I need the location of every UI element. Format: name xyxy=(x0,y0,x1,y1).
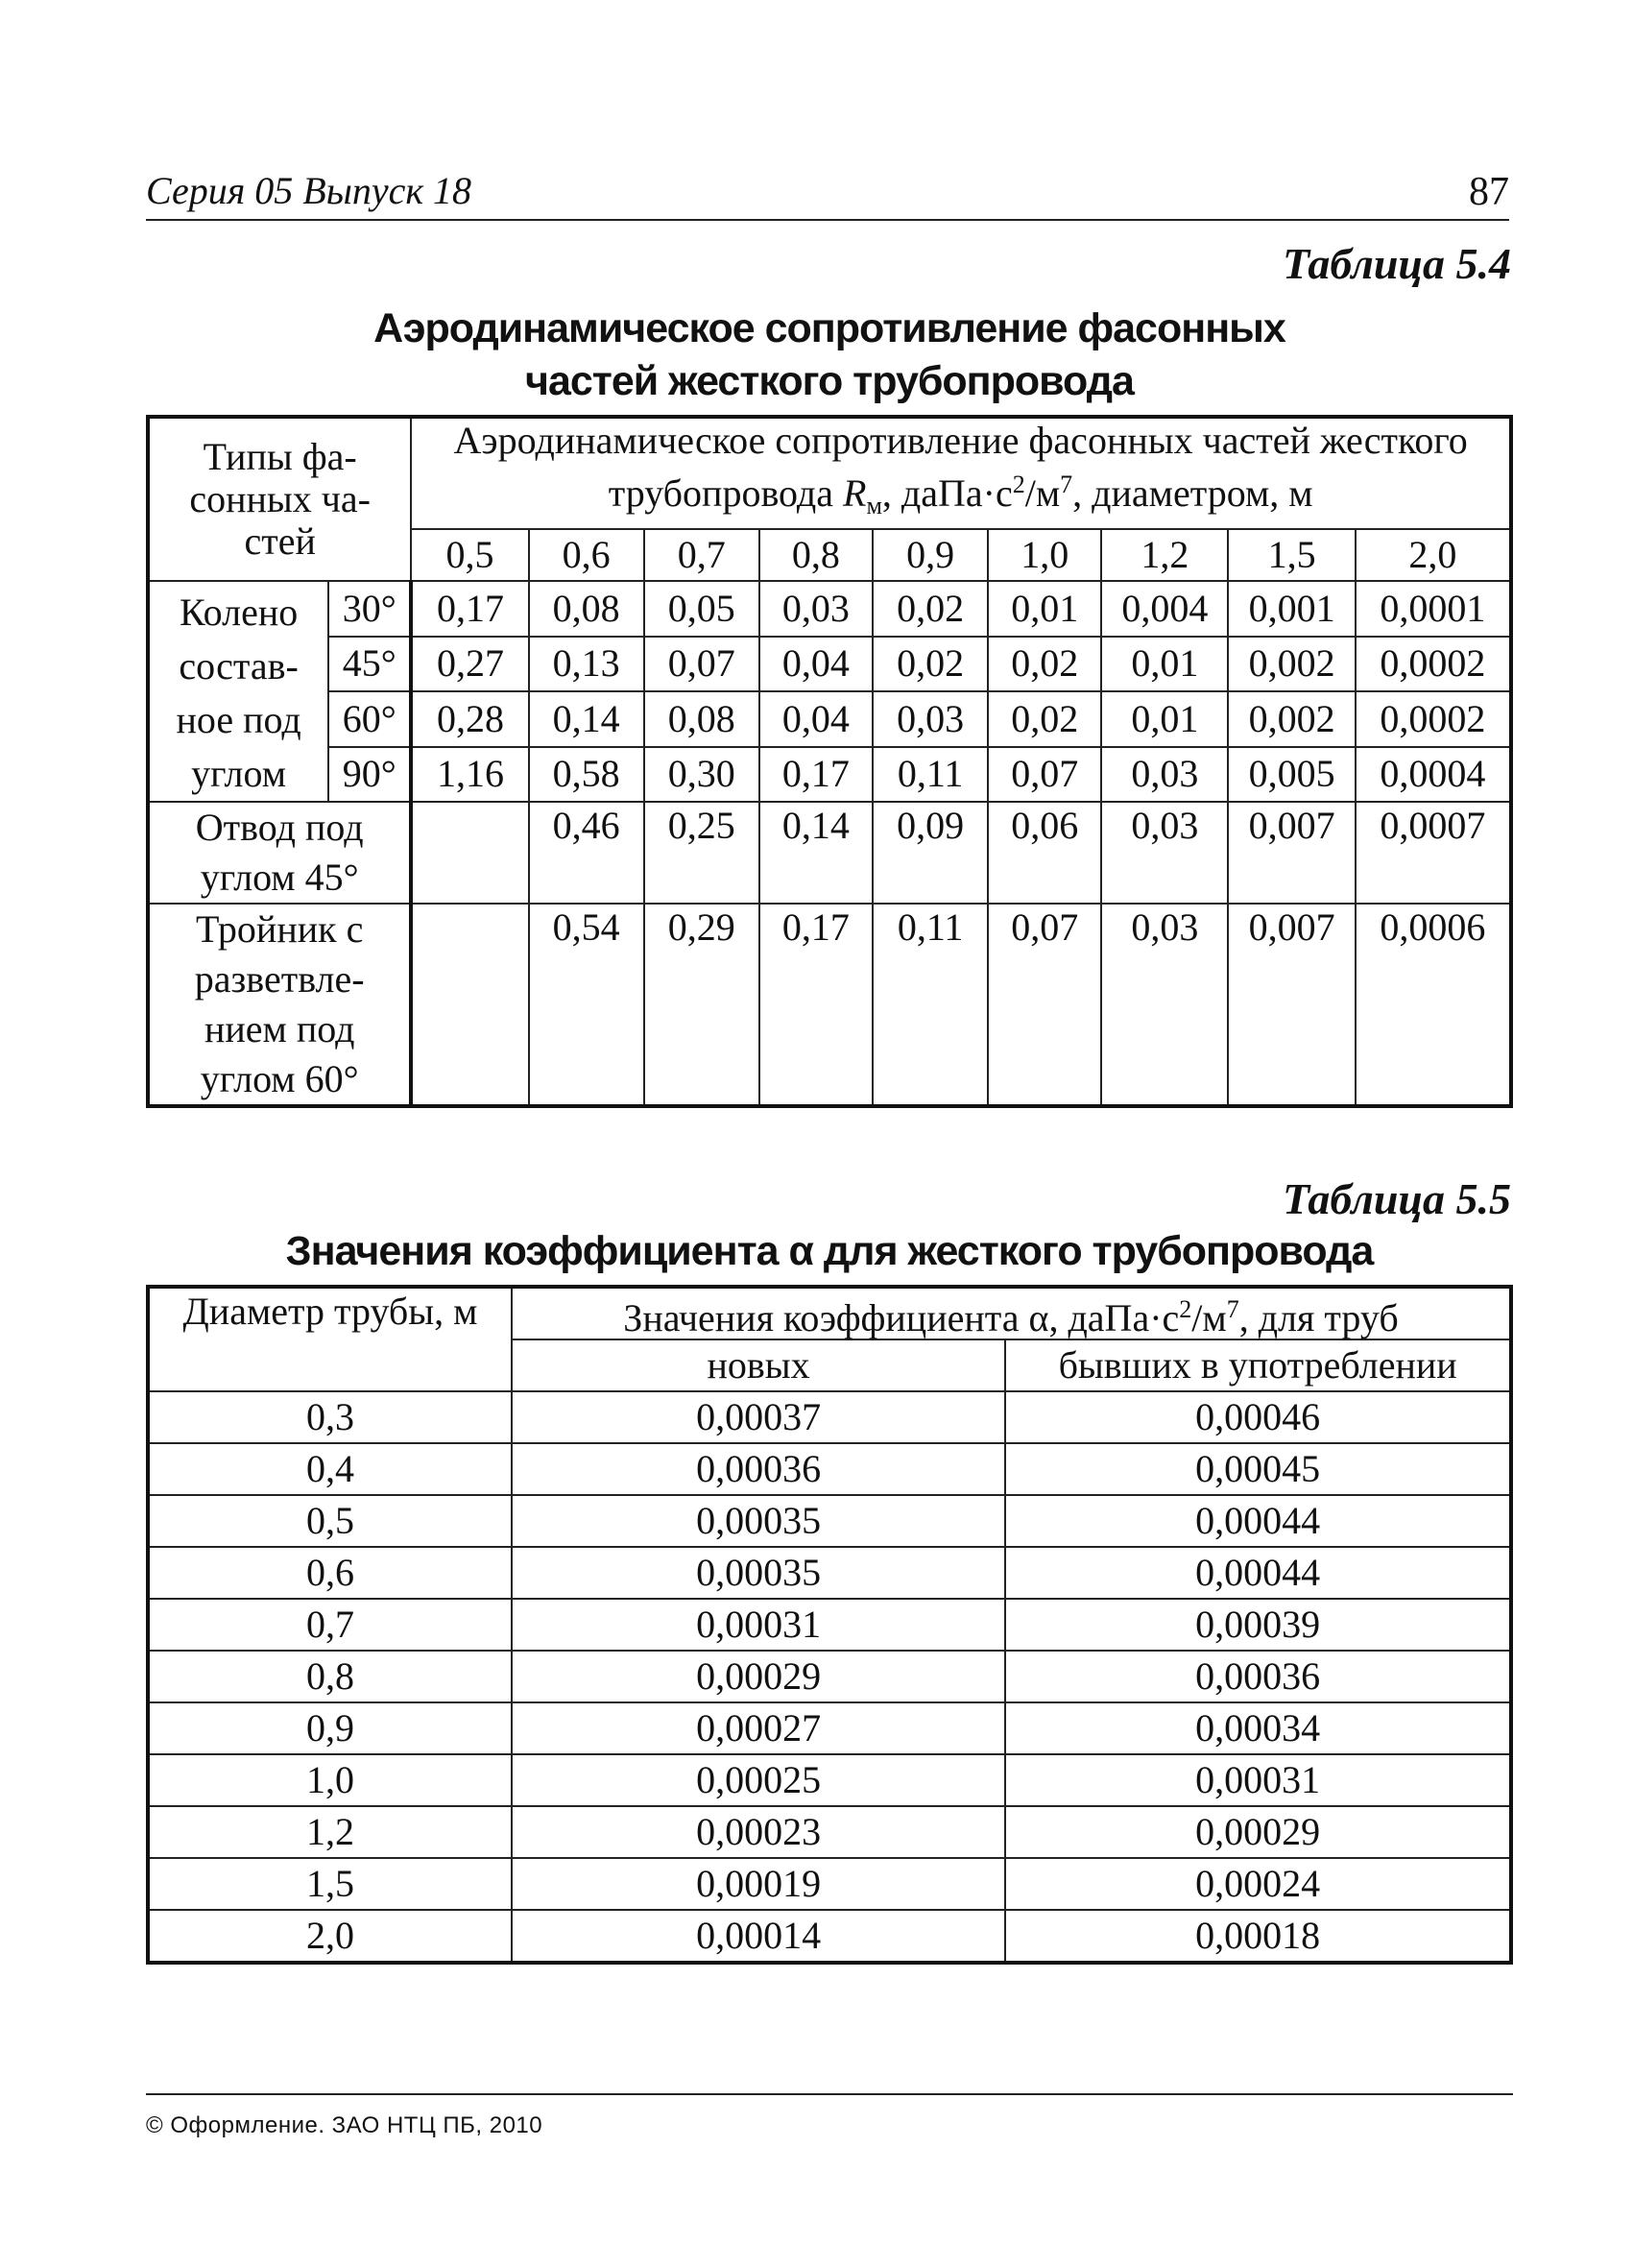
used-value-cell: 0,00044 xyxy=(1005,1495,1511,1547)
table-row xyxy=(148,1547,1511,1599)
value-cell: 0,03 xyxy=(1101,904,1228,1106)
value-cell: 0,46 xyxy=(529,802,644,904)
diameter-cell: 0,3 xyxy=(148,1391,512,1443)
value-cell: 0,11 xyxy=(873,904,988,1106)
resistance-header-text-d: , диаметром, м xyxy=(1072,471,1313,515)
used-value-cell: 0,00034 xyxy=(1005,1702,1511,1754)
diameter-cell: 0,4 xyxy=(148,1443,512,1495)
value-cell: 0,0001 xyxy=(1356,581,1511,637)
table-row xyxy=(148,1651,1511,1702)
value-cell: 0,29 xyxy=(644,904,759,1106)
table-row xyxy=(148,1495,1511,1547)
table-row xyxy=(148,1391,1511,1443)
coefficient-header-sup2: 7 xyxy=(1226,1294,1239,1323)
resistance-header-text-a: Аэродинамическое сопротивление фасонных частей жесткого трубопровода xyxy=(453,419,1468,515)
coefficient-header-text-b: /м xyxy=(1191,1295,1227,1339)
value-cell: 0,03 xyxy=(1101,802,1228,904)
page-number: 87 xyxy=(1469,170,1509,214)
diameter-header: 1,2 xyxy=(1101,529,1228,581)
value-cell: 0,02 xyxy=(988,637,1101,692)
diameter-cell: 1,5 xyxy=(148,1858,512,1910)
new-value-cell: 0,00014 xyxy=(512,1910,1005,1963)
table-row xyxy=(148,1599,1511,1651)
diameter-header: 0,8 xyxy=(759,529,873,581)
diameter-header: 2,0 xyxy=(1356,529,1511,581)
used-value-cell: 0,00036 xyxy=(1005,1651,1511,1702)
value-cell: 0,0007 xyxy=(1356,802,1511,904)
value-cell: 0,03 xyxy=(873,691,988,747)
used-value-cell: 0,00018 xyxy=(1005,1910,1511,1963)
diameter-cell: 0,9 xyxy=(148,1702,512,1754)
value-cell: 0,30 xyxy=(644,747,759,803)
value-cell: 0,17 xyxy=(759,747,873,803)
value-cell: 0,0002 xyxy=(1356,691,1511,747)
table-5-5-title: Значения коэффициента α для жесткого трубопровода xyxy=(285,1228,1374,1274)
table-5-4-title-line1: Аэродинамическое сопротивление фасонных xyxy=(373,305,1285,351)
value-cell: 0,03 xyxy=(1101,747,1228,803)
coefficient-header xyxy=(512,1287,1511,1339)
value-cell xyxy=(411,904,528,1106)
value-cell: 0,0002 xyxy=(1356,637,1511,692)
fitting-type-header: Типы фа-сонных ча-стей xyxy=(148,417,411,581)
diameter-header: 0,6 xyxy=(529,529,644,581)
value-cell: 0,11 xyxy=(873,747,988,803)
value-cell: 0,28 xyxy=(411,691,528,747)
value-cell: 0,04 xyxy=(759,691,873,747)
value-cell: 0,04 xyxy=(759,637,873,692)
new-value-cell: 0,00023 xyxy=(512,1806,1005,1858)
table-row xyxy=(148,747,1511,803)
table-5-4-title-line2: частей жесткого трубопровода xyxy=(525,358,1134,404)
table-5-4-caption: Таблица 5.4 xyxy=(1282,239,1511,288)
diameter-cell: 0,6 xyxy=(148,1547,512,1599)
value-cell: 0,13 xyxy=(529,637,644,692)
otvod-label: Отвод под углом 45° xyxy=(148,802,411,904)
new-value-cell: 0,00035 xyxy=(512,1495,1005,1547)
value-cell: 0,14 xyxy=(529,691,644,747)
value-cell: 0,07 xyxy=(644,637,759,692)
diameter-header: 1,0 xyxy=(988,529,1101,581)
resistance-header-sup1: 2 xyxy=(1012,470,1025,498)
value-cell: 0,03 xyxy=(759,581,873,637)
used-pipes-header: бывших в употреблении xyxy=(1005,1339,1511,1391)
value-cell: 0,01 xyxy=(988,581,1101,637)
diameter-header: 0,9 xyxy=(873,529,988,581)
value-cell: 0,007 xyxy=(1228,802,1355,904)
value-cell: 0,007 xyxy=(1228,904,1355,1106)
table-row xyxy=(148,691,1511,747)
resistance-header-sub: м xyxy=(866,492,882,519)
diameter-cell: 0,8 xyxy=(148,1651,512,1702)
new-value-cell: 0,00029 xyxy=(512,1651,1005,1702)
value-cell: 0,005 xyxy=(1228,747,1355,803)
table-row xyxy=(148,637,1511,692)
value-cell: 0,002 xyxy=(1228,691,1355,747)
resistance-header-r: R xyxy=(843,471,867,515)
coefficient-header-text-a: Значения коэффициента α, даПа·с xyxy=(623,1295,1180,1339)
new-pipes-header: новых xyxy=(512,1339,1005,1391)
new-value-cell: 0,00027 xyxy=(512,1702,1005,1754)
diameter-header: 0,7 xyxy=(644,529,759,581)
table-row xyxy=(148,904,1511,1106)
koleno-label: Колено состав-ное под углом xyxy=(148,581,328,802)
value-cell: 1,16 xyxy=(411,747,528,803)
new-value-cell: 0,00035 xyxy=(512,1547,1005,1599)
used-value-cell: 0,00031 xyxy=(1005,1754,1511,1806)
table-row xyxy=(148,1702,1511,1754)
new-value-cell: 0,00031 xyxy=(512,1599,1005,1651)
diameter-header: 1,5 xyxy=(1228,529,1355,581)
page-header xyxy=(146,171,1509,221)
value-cell: 0,17 xyxy=(411,581,528,637)
diameter-cell: 1,0 xyxy=(148,1754,512,1806)
value-cell: 0,07 xyxy=(988,747,1101,803)
coefficient-header-text-c: , для труб xyxy=(1238,1295,1399,1339)
value-cell: 0,02 xyxy=(988,691,1101,747)
value-cell: 0,004 xyxy=(1101,581,1228,637)
value-cell xyxy=(411,802,528,904)
value-cell: 0,09 xyxy=(873,802,988,904)
resistance-header-text-c: /м xyxy=(1024,471,1061,515)
table-row xyxy=(148,1806,1511,1858)
used-value-cell: 0,00039 xyxy=(1005,1599,1511,1651)
resistance-header-sup2: 7 xyxy=(1060,470,1073,498)
angle-cell: 90° xyxy=(328,747,411,803)
troinik-label: Тройник с разветвле-нием под углом 60° xyxy=(148,904,411,1106)
value-cell: 0,01 xyxy=(1101,691,1228,747)
used-value-cell: 0,00046 xyxy=(1005,1391,1511,1443)
diameter-header: 0,5 xyxy=(411,529,528,581)
diameter-column-header: Диаметр трубы, м xyxy=(148,1287,512,1391)
value-cell: 0,58 xyxy=(529,747,644,803)
value-cell: 0,07 xyxy=(988,904,1101,1106)
new-value-cell: 0,00037 xyxy=(512,1391,1005,1443)
copyright-text: © Оформление. ЗАО НТЦ ПБ, 2010 xyxy=(146,2112,543,2138)
new-value-cell: 0,00036 xyxy=(512,1443,1005,1495)
value-cell: 0,17 xyxy=(759,904,873,1106)
table-5-5-caption: Таблица 5.5 xyxy=(1282,1174,1511,1223)
value-cell: 0,06 xyxy=(988,802,1101,904)
angle-cell: 60° xyxy=(328,691,411,747)
diameter-cell: 0,5 xyxy=(148,1495,512,1547)
table-row xyxy=(148,1443,1511,1495)
value-cell: 0,08 xyxy=(529,581,644,637)
value-cell: 0,0004 xyxy=(1356,747,1511,803)
resistance-header-text-b: , даПа·с xyxy=(881,471,1013,515)
value-cell: 0,08 xyxy=(644,691,759,747)
table-row xyxy=(148,1858,1511,1910)
value-cell: 0,05 xyxy=(644,581,759,637)
value-cell: 0,54 xyxy=(529,904,644,1106)
value-cell: 0,02 xyxy=(873,637,988,692)
used-value-cell: 0,00045 xyxy=(1005,1443,1511,1495)
used-value-cell: 0,00044 xyxy=(1005,1547,1511,1599)
value-cell: 0,001 xyxy=(1228,581,1355,637)
diameter-cell: 1,2 xyxy=(148,1806,512,1858)
new-value-cell: 0,00019 xyxy=(512,1858,1005,1910)
table-5-4 xyxy=(146,415,1513,1108)
value-cell: 0,27 xyxy=(411,637,528,692)
value-cell: 0,01 xyxy=(1101,637,1228,692)
angle-cell: 30° xyxy=(328,581,411,637)
value-cell: 0,25 xyxy=(644,802,759,904)
value-cell: 0,0006 xyxy=(1356,904,1511,1106)
used-value-cell: 0,00029 xyxy=(1005,1806,1511,1858)
value-cell: 0,14 xyxy=(759,802,873,904)
coefficient-header-sup1: 2 xyxy=(1179,1294,1192,1323)
value-cell: 0,002 xyxy=(1228,637,1355,692)
diameter-cell: 0,7 xyxy=(148,1599,512,1651)
angle-cell: 45° xyxy=(328,637,411,692)
series-label: Серия 05 Выпуск 18 xyxy=(146,169,472,212)
resistance-header xyxy=(411,417,1511,529)
new-value-cell: 0,00025 xyxy=(512,1754,1005,1806)
table-row xyxy=(148,1910,1511,1963)
table-5-4-title xyxy=(146,302,1513,408)
value-cell: 0,02 xyxy=(873,581,988,637)
diameter-cell: 2,0 xyxy=(148,1910,512,1963)
table-5-5 xyxy=(146,1285,1513,1965)
table-row xyxy=(148,1754,1511,1806)
used-value-cell: 0,00024 xyxy=(1005,1858,1511,1910)
table-row xyxy=(148,581,1511,637)
page-footer xyxy=(146,2093,1513,2138)
table-row xyxy=(148,802,1511,904)
